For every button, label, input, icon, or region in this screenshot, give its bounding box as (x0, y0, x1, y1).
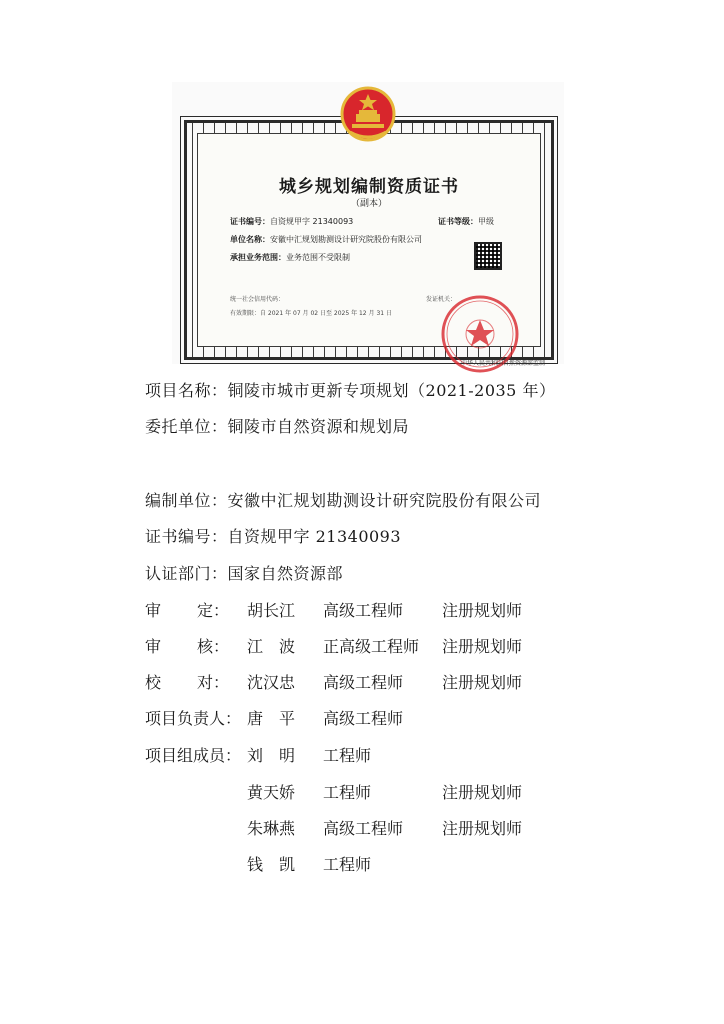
project-name-value: 铜陵市城市更新专项规划（2021-2035 年） (227, 381, 556, 400)
cert-valid-label: 有效期限： (230, 310, 261, 317)
staff-registration: 注册规划师 (442, 783, 523, 802)
staff-name: 黄天娇 (247, 783, 296, 802)
staff-role-b: 核： (196, 637, 229, 656)
cert-grade-row (438, 216, 494, 227)
cert-valid-row (230, 308, 392, 317)
cert-scope-row (230, 252, 350, 263)
staff-title: 高级工程师 (323, 819, 404, 838)
maker-line (145, 488, 541, 511)
certificate-frame (184, 120, 554, 367)
auth-label: 认证部门： (145, 564, 228, 583)
certificate-image (172, 82, 564, 367)
staff-role: 项目组成员： (145, 746, 242, 765)
maker-value: 安徽中汇规划勘测设计研究院股份有限公司 (227, 491, 542, 510)
project-name-line (145, 378, 555, 401)
staff-role-a: 审 (145, 637, 162, 656)
certificate-body (197, 133, 541, 347)
client-label: 委托单位： (145, 417, 228, 436)
staff-role (145, 598, 245, 621)
staff-registration: 注册规划师 (442, 637, 523, 656)
staff-name: 朱琳燕 (247, 819, 296, 838)
staff-title: 工程师 (323, 783, 372, 802)
staff-role (145, 670, 245, 693)
auth-line (145, 561, 343, 584)
staff-role (145, 634, 245, 657)
cert-unit-label: 单位名称： (230, 235, 270, 244)
staff-name: 胡长江 (247, 601, 296, 620)
staff-role: 项目负责人： (145, 709, 242, 728)
staff-name: 沈汉忠 (247, 673, 296, 692)
cert-grade-label: 证书等级： (438, 217, 478, 226)
cert-valid-value: 自 2021 年 07 月 02 日至 2025 年 12 月 31 日 (260, 310, 392, 317)
cert-scope-label: 承担业务范围： (230, 253, 286, 262)
staff-name: 唐 平 (247, 709, 296, 728)
cert-number-value: 自资规甲字 21340093 (227, 527, 402, 546)
cert-no-value: 自资规甲字 21340093 (270, 217, 354, 226)
staff-title: 正高级工程师 (323, 637, 420, 656)
staff-title: 高级工程师 (323, 601, 404, 620)
national-emblem-icon (340, 86, 396, 144)
cert-credit-label: 统一社会信用代码： (230, 296, 285, 303)
client-line (145, 414, 409, 437)
cert-no-row (230, 216, 353, 227)
cert-credit-row (230, 294, 284, 303)
cert-number-label: 证书编号： (145, 527, 228, 546)
client-value: 铜陵市自然资源和规划局 (227, 417, 410, 436)
cert-no-label: 证书编号： (230, 217, 270, 226)
cert-number-line (145, 524, 401, 547)
staff-name: 钱 凯 (247, 855, 296, 874)
auth-value: 国家自然资源部 (227, 564, 344, 583)
maker-label: 编制单位： (145, 491, 228, 510)
certificate-subtitle: （副本） (350, 199, 387, 209)
staff-title: 工程师 (323, 746, 372, 765)
staff-registration: 注册规划师 (442, 819, 523, 838)
staff-role-a: 校 (145, 673, 162, 692)
certificate-title: 城乡规划编制资质证书 (279, 177, 459, 197)
cert-unit-value: 安徽中汇规划勘测设计研究院股份有限公司 (270, 235, 422, 244)
staff-title: 高级工程师 (323, 709, 404, 728)
project-name-label: 项目名称： (145, 381, 228, 400)
staff-registration: 注册规划师 (442, 673, 523, 692)
cert-scope-value: 业务范围不受限制 (286, 253, 350, 262)
staff-name: 江 波 (247, 637, 296, 656)
cert-grade-value: 甲级 (478, 217, 494, 226)
staff-title: 高级工程师 (323, 673, 404, 692)
staff-role-a: 审 (145, 601, 162, 620)
cert-issuer-label: 发证机关： (426, 296, 457, 303)
staff-name: 刘 明 (247, 746, 296, 765)
staff-title: 工程师 (323, 855, 372, 874)
staff-registration: 注册规划师 (442, 601, 523, 620)
staff-role-b: 对： (196, 673, 229, 692)
qr-code (474, 242, 502, 270)
staff-role-b: 定： (196, 601, 229, 620)
certificate-footer: 中华人民共和国自然资源部监制 (460, 360, 545, 367)
cert-unit-row (230, 234, 422, 245)
